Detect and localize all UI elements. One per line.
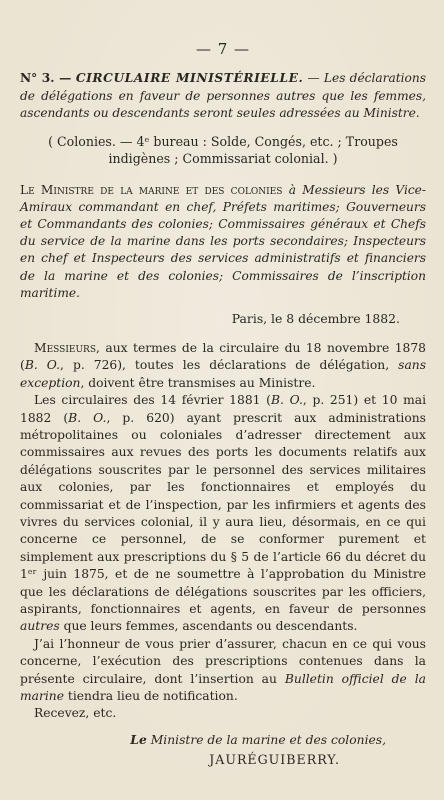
- service-note: ( Colonies. — 4ᵉ bureau : Solde, Congés, etc. ; Troupes indigènes ; Commissariat colonial. ): [48, 133, 398, 166]
- recipients: Messieurs les Vice-Amiraux commandant en chef, Préfets maritimes; Gouverneurs et Commandants des colonies; Commissaires généraux et Chefs du service de la marine dans les ports secondaires; Inspecteurs en chef et Inspecteurs des services administratifs et financiers de la marine et des colonies; Commissaires de l’inscription maritime.: [20, 182, 426, 300]
- sender-le: Le: [20, 182, 35, 197]
- paragraph-2: [20, 392, 426, 636]
- salutation: Messieurs: [34, 340, 96, 355]
- circular-number: N° 3.: [20, 71, 55, 85]
- page-number: — 7 —: [195, 40, 251, 58]
- paragraph-1-text-a: , aux termes de la circulaire du 18 novembre 1878 (: [20, 340, 426, 373]
- paragraph-2-text-d: que leurs femmes, ascendants ou descendants.: [59, 619, 358, 634]
- address-to: à: [282, 182, 303, 197]
- heading-dash: —: [54, 71, 76, 85]
- closing-formula: Recevez, etc.: [34, 706, 117, 721]
- paragraph-2-text-a: Les circulaires des 14 février 1881 (: [34, 393, 271, 408]
- signature-name: JAURÉGUIBERRY.: [209, 751, 340, 767]
- paragraph-1-text-c: , doivent être transmises au Ministre.: [80, 375, 316, 390]
- paragraph-2-text-c: , p. 620) ayant prescrit aux administrations métropolitaines ou coloniales d’adresser directement aux commissaires aux revues des ports les documents relatifs aux délégations souscrites par le personnel des services militaires aux colonies, par les fonctionnaires et employés du commissariat et de l’inspection, par les infirmiers et agents des vivres du services colonial, il y aura lieu, désormais, en ce qui concerne ce personnel, de se conformer purement et simplement aux prescriptions du § 5 de l’article 66 du décret du 1ᵉʳ juin 1875, et de ne soumettre à l’approbation du Ministre que les déclarations de délégations souscrites par les officiers, aspirants, fonctionnaires et agents, en faveur de personnes: [20, 410, 426, 617]
- circular-kind: CIRCULAIRE MINISTÉRIELLE.: [75, 71, 304, 85]
- paragraph-3: [20, 636, 426, 706]
- paragraph-2-text-b: , p. 251) et 10 mai 1882 (: [20, 393, 427, 425]
- emphasis-autres: autres: [20, 619, 60, 634]
- circular-description: — Les déclarations de délégations en faveur de personnes autres que les femmes, ascendants ou descendants seront seules adressées au Ministre.: [20, 71, 426, 120]
- signature-title: [20, 731, 386, 749]
- signature-title-text: Ministre de la marine et des colonies,: [146, 732, 386, 747]
- paragraph-1-text-b: , p. 726), toutes les déclarations de délégation,: [60, 358, 399, 373]
- paragraph-3-text-a: J’ai l’honneur de vous prier d’assurer, chacun en ce qui vous concerne, l’exécution des prescriptions contenues dans la présente circulaire, dont l’insertion au: [20, 636, 426, 686]
- address-block: [20, 182, 426, 302]
- signature-le: Le: [130, 731, 147, 747]
- bulletin-ref: B. O.: [24, 358, 61, 373]
- paragraph-3-text-b: tiendra lieu de notification.: [64, 689, 238, 704]
- circular-heading: [20, 70, 426, 123]
- bulletin-ref: B. O.: [270, 393, 303, 408]
- dateline: Paris, le 8 décembre 1882.: [231, 310, 400, 326]
- bulletin-title: Bulletin officiel de la marine: [20, 671, 426, 704]
- emphasis-sans-exception: sans exception: [20, 358, 427, 390]
- bulletin-ref: B. O.: [68, 410, 107, 425]
- paragraph-1: [20, 340, 426, 392]
- sender-title: Ministre de la marine et des colonies: [34, 182, 283, 197]
